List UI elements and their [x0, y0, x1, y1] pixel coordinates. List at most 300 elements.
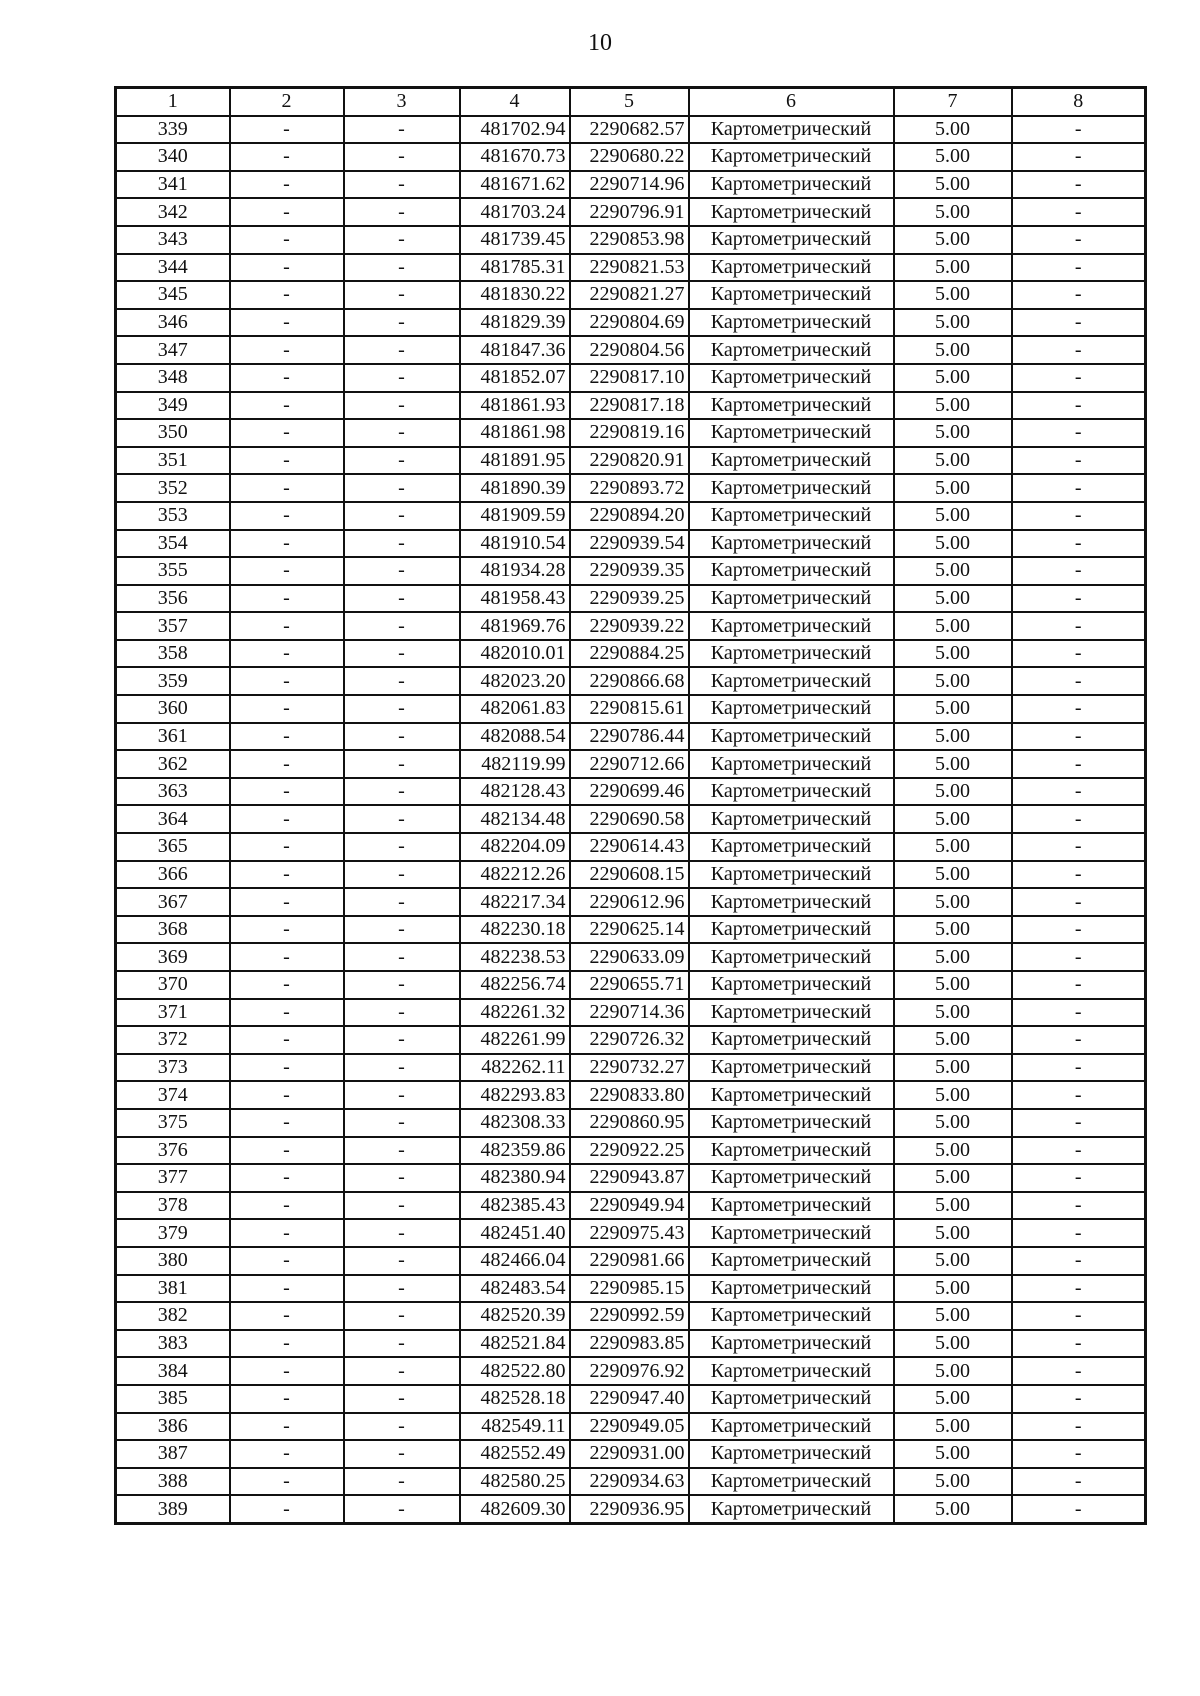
- cell: -: [344, 254, 460, 282]
- point-number-cell: 368: [116, 916, 230, 944]
- cell: -: [230, 1192, 344, 1220]
- accuracy-cell: 5.00: [894, 557, 1012, 585]
- table-row: [116, 171, 1146, 199]
- x-coordinate-cell: 481703.24: [460, 198, 570, 226]
- cell: -: [1012, 254, 1146, 282]
- cell: -: [230, 557, 344, 585]
- table-row: [116, 1413, 1146, 1441]
- point-number-cell: 339: [116, 116, 230, 144]
- x-coordinate-cell: 482010.01: [460, 640, 570, 668]
- cell: -: [344, 392, 460, 420]
- table-row: [116, 557, 1146, 585]
- table-row: [116, 254, 1146, 282]
- point-number-cell: 379: [116, 1219, 230, 1247]
- table-row: [116, 1219, 1146, 1247]
- y-coordinate-cell: 2290853.98: [570, 226, 689, 254]
- cell: -: [1012, 778, 1146, 806]
- method-cell: Картометрический: [689, 1192, 894, 1220]
- cell: -: [1012, 971, 1146, 999]
- point-number-cell: 354: [116, 530, 230, 558]
- cell: -: [1012, 226, 1146, 254]
- cell: -: [344, 226, 460, 254]
- cell: -: [344, 419, 460, 447]
- point-number-cell: 363: [116, 778, 230, 806]
- table-row: [116, 612, 1146, 640]
- x-coordinate-cell: 481785.31: [460, 254, 570, 282]
- cell: -: [230, 392, 344, 420]
- method-cell: Картометрический: [689, 1054, 894, 1082]
- cell: -: [1012, 1495, 1146, 1523]
- table-row: [116, 198, 1146, 226]
- accuracy-cell: 5.00: [894, 585, 1012, 613]
- x-coordinate-cell: 481909.59: [460, 502, 570, 530]
- point-number-cell: 366: [116, 861, 230, 889]
- accuracy-cell: 5.00: [894, 281, 1012, 309]
- point-number-cell: 374: [116, 1081, 230, 1109]
- point-number-cell: 365: [116, 833, 230, 861]
- y-coordinate-cell: 2290804.69: [570, 309, 689, 337]
- cell: -: [1012, 1468, 1146, 1496]
- cell: -: [230, 364, 344, 392]
- y-coordinate-cell: 2290815.61: [570, 695, 689, 723]
- cell: -: [230, 861, 344, 889]
- accuracy-cell: 5.00: [894, 971, 1012, 999]
- cell: -: [230, 502, 344, 530]
- table-row: [116, 971, 1146, 999]
- x-coordinate-cell: 482609.30: [460, 1495, 570, 1523]
- table-row: [116, 943, 1146, 971]
- column-header: 5: [570, 88, 689, 116]
- point-number-cell: 367: [116, 888, 230, 916]
- point-number-cell: 349: [116, 392, 230, 420]
- method-cell: Картометрический: [689, 502, 894, 530]
- cell: -: [344, 1192, 460, 1220]
- point-number-cell: 361: [116, 723, 230, 751]
- point-number-cell: 352: [116, 474, 230, 502]
- y-coordinate-cell: 2290726.32: [570, 1026, 689, 1054]
- cell: -: [344, 309, 460, 337]
- cell: -: [344, 364, 460, 392]
- point-number-cell: 351: [116, 447, 230, 475]
- point-number-cell: 356: [116, 585, 230, 613]
- table-row: [116, 116, 1146, 144]
- method-cell: Картометрический: [689, 750, 894, 778]
- cell: -: [1012, 1413, 1146, 1441]
- y-coordinate-cell: 2290682.57: [570, 116, 689, 144]
- method-cell: Картометрический: [689, 833, 894, 861]
- cell: -: [1012, 392, 1146, 420]
- x-coordinate-cell: 482451.40: [460, 1219, 570, 1247]
- method-cell: Картометрический: [689, 778, 894, 806]
- x-coordinate-cell: 481969.76: [460, 612, 570, 640]
- cell: -: [344, 1247, 460, 1275]
- y-coordinate-cell: 2290833.80: [570, 1081, 689, 1109]
- method-cell: Картометрический: [689, 364, 894, 392]
- cell: -: [230, 419, 344, 447]
- cell: -: [1012, 1219, 1146, 1247]
- table-row: [116, 1164, 1146, 1192]
- point-number-cell: 377: [116, 1164, 230, 1192]
- method-cell: Картометрический: [689, 281, 894, 309]
- y-coordinate-cell: 2290786.44: [570, 723, 689, 751]
- y-coordinate-cell: 2290985.15: [570, 1275, 689, 1303]
- cell: -: [1012, 143, 1146, 171]
- accuracy-cell: 5.00: [894, 612, 1012, 640]
- method-cell: Картометрический: [689, 585, 894, 613]
- cell: -: [230, 778, 344, 806]
- table-row: [116, 419, 1146, 447]
- page-number: 10: [588, 30, 612, 56]
- cell: -: [1012, 1385, 1146, 1413]
- table-row: [116, 447, 1146, 475]
- y-coordinate-cell: 2290819.16: [570, 419, 689, 447]
- point-number-cell: 345: [116, 281, 230, 309]
- method-cell: Картометрический: [689, 971, 894, 999]
- cell: -: [230, 1081, 344, 1109]
- method-cell: Картометрический: [689, 336, 894, 364]
- cell: -: [1012, 750, 1146, 778]
- cell: -: [1012, 1275, 1146, 1303]
- point-number-cell: 380: [116, 1247, 230, 1275]
- x-coordinate-cell: 481829.39: [460, 309, 570, 337]
- cell: -: [230, 1440, 344, 1468]
- point-number-cell: 360: [116, 695, 230, 723]
- cell: -: [1012, 530, 1146, 558]
- cell: -: [1012, 447, 1146, 475]
- table-row: [116, 1081, 1146, 1109]
- x-coordinate-cell: 482261.32: [460, 999, 570, 1027]
- y-coordinate-cell: 2290922.25: [570, 1137, 689, 1165]
- cell: -: [1012, 585, 1146, 613]
- table-row: [116, 143, 1146, 171]
- method-cell: Картометрический: [689, 861, 894, 889]
- x-coordinate-cell: 482549.11: [460, 1413, 570, 1441]
- cell: -: [230, 1357, 344, 1385]
- accuracy-cell: 5.00: [894, 226, 1012, 254]
- method-cell: Картометрический: [689, 116, 894, 144]
- accuracy-cell: 5.00: [894, 254, 1012, 282]
- accuracy-cell: 5.00: [894, 530, 1012, 558]
- accuracy-cell: 5.00: [894, 1219, 1012, 1247]
- cell: -: [344, 585, 460, 613]
- x-coordinate-cell: 482580.25: [460, 1468, 570, 1496]
- cell: -: [344, 1413, 460, 1441]
- cell: -: [344, 971, 460, 999]
- cell: -: [230, 1302, 344, 1330]
- method-cell: Картометрический: [689, 1081, 894, 1109]
- cell: -: [344, 943, 460, 971]
- method-cell: Картометрический: [689, 474, 894, 502]
- method-cell: Картометрический: [689, 943, 894, 971]
- cell: -: [344, 1026, 460, 1054]
- cell: -: [344, 557, 460, 585]
- cell: -: [1012, 1164, 1146, 1192]
- cell: -: [230, 1026, 344, 1054]
- table-row: [116, 695, 1146, 723]
- y-coordinate-cell: 2290732.27: [570, 1054, 689, 1082]
- table-row: [116, 861, 1146, 889]
- y-coordinate-cell: 2290884.25: [570, 640, 689, 668]
- method-cell: Картометрический: [689, 1219, 894, 1247]
- method-cell: Картометрический: [689, 143, 894, 171]
- cell: -: [344, 1385, 460, 1413]
- y-coordinate-cell: 2290860.95: [570, 1109, 689, 1137]
- cell: -: [1012, 198, 1146, 226]
- point-number-cell: 358: [116, 640, 230, 668]
- x-coordinate-cell: 482522.80: [460, 1357, 570, 1385]
- method-cell: Картометрический: [689, 1302, 894, 1330]
- point-number-cell: 387: [116, 1440, 230, 1468]
- cell: -: [1012, 557, 1146, 585]
- cell: -: [1012, 1137, 1146, 1165]
- x-coordinate-cell: 482380.94: [460, 1164, 570, 1192]
- point-number-cell: 372: [116, 1026, 230, 1054]
- point-number-cell: 375: [116, 1109, 230, 1137]
- x-coordinate-cell: 481910.54: [460, 530, 570, 558]
- accuracy-cell: 5.00: [894, 943, 1012, 971]
- cell: -: [230, 474, 344, 502]
- cell: -: [1012, 1247, 1146, 1275]
- table-row: [116, 585, 1146, 613]
- y-coordinate-cell: 2290714.96: [570, 171, 689, 199]
- cell: -: [344, 530, 460, 558]
- cell: -: [230, 1219, 344, 1247]
- point-number-cell: 385: [116, 1385, 230, 1413]
- method-cell: Картометрический: [689, 667, 894, 695]
- cell: -: [230, 833, 344, 861]
- x-coordinate-cell: 482528.18: [460, 1385, 570, 1413]
- cell: -: [230, 1385, 344, 1413]
- cell: -: [230, 143, 344, 171]
- accuracy-cell: 5.00: [894, 1413, 1012, 1441]
- point-number-cell: 389: [116, 1495, 230, 1523]
- method-cell: Картометрический: [689, 557, 894, 585]
- accuracy-cell: 5.00: [894, 1440, 1012, 1468]
- method-cell: Картометрический: [689, 695, 894, 723]
- table-row: [116, 1054, 1146, 1082]
- accuracy-cell: 5.00: [894, 1054, 1012, 1082]
- accuracy-cell: 5.00: [894, 502, 1012, 530]
- cell: -: [230, 888, 344, 916]
- cell: -: [344, 1440, 460, 1468]
- table-row: [116, 530, 1146, 558]
- method-cell: Картометрический: [689, 392, 894, 420]
- point-number-cell: 342: [116, 198, 230, 226]
- x-coordinate-cell: 482359.86: [460, 1137, 570, 1165]
- cell: -: [1012, 116, 1146, 144]
- cell: -: [344, 447, 460, 475]
- cell: -: [230, 254, 344, 282]
- method-cell: Картометрический: [689, 1330, 894, 1358]
- cell: -: [230, 198, 344, 226]
- y-coordinate-cell: 2290712.66: [570, 750, 689, 778]
- accuracy-cell: 5.00: [894, 171, 1012, 199]
- method-cell: Картометрический: [689, 1385, 894, 1413]
- method-cell: Картометрический: [689, 916, 894, 944]
- x-coordinate-cell: 482521.84: [460, 1330, 570, 1358]
- cell: -: [230, 943, 344, 971]
- cell: -: [1012, 1357, 1146, 1385]
- cell: -: [1012, 667, 1146, 695]
- x-coordinate-cell: 481702.94: [460, 116, 570, 144]
- cell: -: [230, 750, 344, 778]
- cell: -: [230, 1164, 344, 1192]
- cell: -: [344, 612, 460, 640]
- table-row: [116, 281, 1146, 309]
- table-row: [116, 999, 1146, 1027]
- table-row: [116, 1302, 1146, 1330]
- cell: -: [344, 1054, 460, 1082]
- accuracy-cell: 5.00: [894, 1081, 1012, 1109]
- table-row: [116, 778, 1146, 806]
- table-row: [116, 1495, 1146, 1523]
- cell: -: [230, 999, 344, 1027]
- table-row: [116, 392, 1146, 420]
- point-number-cell: 384: [116, 1357, 230, 1385]
- accuracy-cell: 5.00: [894, 1275, 1012, 1303]
- cell: -: [344, 888, 460, 916]
- method-cell: Картометрический: [689, 226, 894, 254]
- y-coordinate-cell: 2290975.43: [570, 1219, 689, 1247]
- cell: -: [344, 695, 460, 723]
- y-coordinate-cell: 2290633.09: [570, 943, 689, 971]
- cell: -: [1012, 419, 1146, 447]
- cell: -: [344, 1164, 460, 1192]
- x-coordinate-cell: 481934.28: [460, 557, 570, 585]
- cell: -: [1012, 502, 1146, 530]
- cell: -: [1012, 1026, 1146, 1054]
- point-number-cell: 388: [116, 1468, 230, 1496]
- accuracy-cell: 5.00: [894, 116, 1012, 144]
- table-row: [116, 1468, 1146, 1496]
- cell: -: [344, 1275, 460, 1303]
- cell: -: [230, 447, 344, 475]
- cell: -: [1012, 1081, 1146, 1109]
- accuracy-cell: 5.00: [894, 999, 1012, 1027]
- x-coordinate-cell: 482217.34: [460, 888, 570, 916]
- cell: -: [344, 1302, 460, 1330]
- method-cell: Картометрический: [689, 1109, 894, 1137]
- x-coordinate-cell: 481958.43: [460, 585, 570, 613]
- point-number-cell: 378: [116, 1192, 230, 1220]
- accuracy-cell: 5.00: [894, 1385, 1012, 1413]
- y-coordinate-cell: 2290939.35: [570, 557, 689, 585]
- y-coordinate-cell: 2290796.91: [570, 198, 689, 226]
- cell: -: [344, 171, 460, 199]
- accuracy-cell: 5.00: [894, 861, 1012, 889]
- table-row: [116, 1109, 1146, 1137]
- column-header: 8: [1012, 88, 1146, 116]
- cell: -: [1012, 888, 1146, 916]
- point-number-cell: 362: [116, 750, 230, 778]
- x-coordinate-cell: 481847.36: [460, 336, 570, 364]
- cell: -: [344, 833, 460, 861]
- method-cell: Картометрический: [689, 640, 894, 668]
- point-number-cell: 344: [116, 254, 230, 282]
- cell: -: [230, 667, 344, 695]
- method-cell: Картометрический: [689, 419, 894, 447]
- point-number-cell: 386: [116, 1413, 230, 1441]
- table-row: [116, 1192, 1146, 1220]
- x-coordinate-cell: 482520.39: [460, 1302, 570, 1330]
- cell: -: [230, 226, 344, 254]
- x-coordinate-cell: 481671.62: [460, 171, 570, 199]
- cell: -: [230, 281, 344, 309]
- method-cell: Картометрический: [689, 999, 894, 1027]
- x-coordinate-cell: 481861.93: [460, 392, 570, 420]
- coordinates-table: [114, 86, 1147, 1525]
- cell: -: [344, 999, 460, 1027]
- x-coordinate-cell: 482023.20: [460, 667, 570, 695]
- cell: -: [344, 640, 460, 668]
- cell: -: [1012, 1440, 1146, 1468]
- point-number-cell: 348: [116, 364, 230, 392]
- point-number-cell: 369: [116, 943, 230, 971]
- x-coordinate-cell: 482088.54: [460, 723, 570, 751]
- accuracy-cell: 5.00: [894, 447, 1012, 475]
- cell: -: [230, 309, 344, 337]
- y-coordinate-cell: 2290866.68: [570, 667, 689, 695]
- method-cell: Картометрический: [689, 1357, 894, 1385]
- table-row: [116, 364, 1146, 392]
- accuracy-cell: 5.00: [894, 640, 1012, 668]
- table-row: [116, 1026, 1146, 1054]
- cell: -: [230, 723, 344, 751]
- cell: -: [1012, 336, 1146, 364]
- cell: -: [230, 585, 344, 613]
- y-coordinate-cell: 2290931.00: [570, 1440, 689, 1468]
- x-coordinate-cell: 482134.48: [460, 805, 570, 833]
- cell: -: [1012, 916, 1146, 944]
- accuracy-cell: 5.00: [894, 419, 1012, 447]
- cell: -: [230, 1054, 344, 1082]
- accuracy-cell: 5.00: [894, 750, 1012, 778]
- method-cell: Картометрический: [689, 171, 894, 199]
- accuracy-cell: 5.00: [894, 1109, 1012, 1137]
- point-number-cell: 350: [116, 419, 230, 447]
- point-number-cell: 347: [116, 336, 230, 364]
- cell: -: [230, 116, 344, 144]
- point-number-cell: 370: [116, 971, 230, 999]
- point-number-cell: 373: [116, 1054, 230, 1082]
- table-row: [116, 1357, 1146, 1385]
- accuracy-cell: 5.00: [894, 916, 1012, 944]
- cell: -: [230, 805, 344, 833]
- cell: -: [1012, 612, 1146, 640]
- cell: -: [344, 750, 460, 778]
- accuracy-cell: 5.00: [894, 1330, 1012, 1358]
- y-coordinate-cell: 2290947.40: [570, 1385, 689, 1413]
- cell: -: [230, 612, 344, 640]
- cell: -: [230, 1468, 344, 1496]
- x-coordinate-cell: 482262.11: [460, 1054, 570, 1082]
- table-row: [116, 226, 1146, 254]
- y-coordinate-cell: 2290714.36: [570, 999, 689, 1027]
- method-cell: Картометрический: [689, 723, 894, 751]
- cell: -: [344, 1109, 460, 1137]
- x-coordinate-cell: 481861.98: [460, 419, 570, 447]
- method-cell: Картометрический: [689, 1413, 894, 1441]
- x-coordinate-cell: 482552.49: [460, 1440, 570, 1468]
- x-coordinate-cell: 482466.04: [460, 1247, 570, 1275]
- x-coordinate-cell: 482230.18: [460, 916, 570, 944]
- accuracy-cell: 5.00: [894, 1137, 1012, 1165]
- method-cell: Картометрический: [689, 254, 894, 282]
- cell: -: [1012, 1330, 1146, 1358]
- x-coordinate-cell: 482204.09: [460, 833, 570, 861]
- cell: -: [230, 971, 344, 999]
- method-cell: Картометрический: [689, 1164, 894, 1192]
